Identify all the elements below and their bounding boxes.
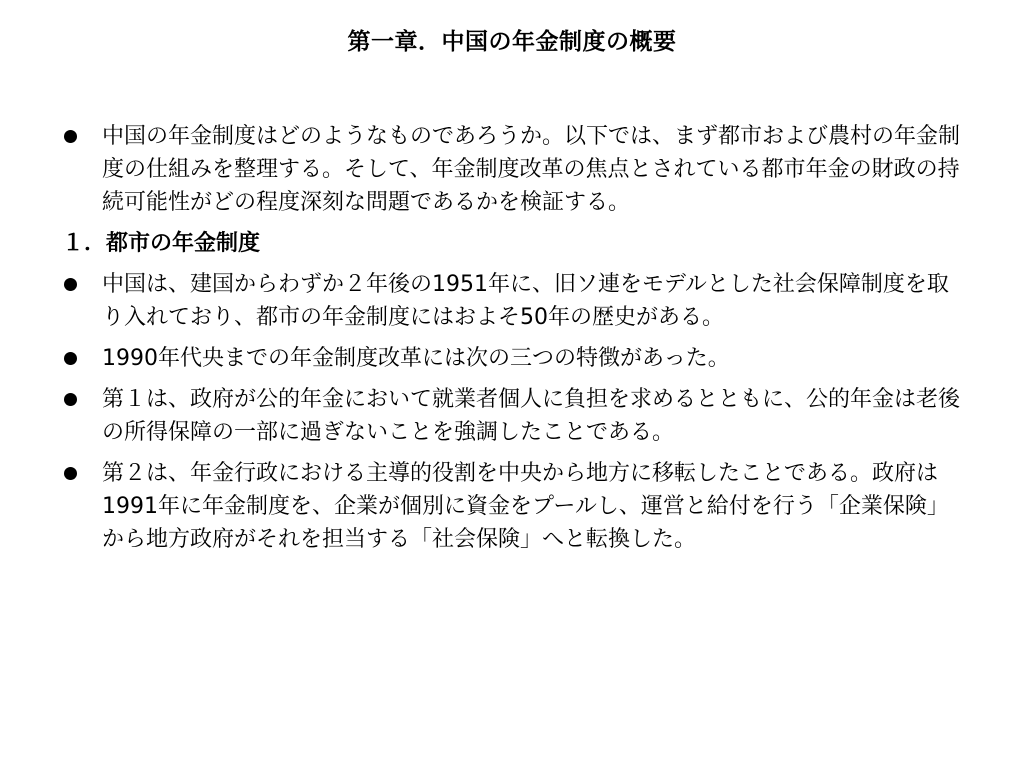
- bullet-item-second-feature: [62, 457, 992, 556]
- section-heading-urban-pension: １．都市の年金制度: [62, 231, 261, 256]
- bullet-text: 1990年代央までの年金制度改革には次の三つの特徴があった。: [102, 346, 730, 371]
- bullet-dot-icon: [64, 467, 77, 480]
- bullet-item-features: [62, 342, 992, 375]
- bullet-item-first-feature: [62, 383, 992, 449]
- slide-title: 第一章．中国の年金制度の概要: [347, 29, 677, 55]
- bullet-dot-icon: [64, 352, 77, 365]
- bullet-text: 中国の年金制度はどのようなものであろうか。以下では、まず都市および農村の年金制度の仕組みを整理する。そして、年金制度改革の焦点とされている都市年金の財政の持続可能性がどの程度深刻な問題であるかを検証する。: [102, 124, 961, 215]
- bullet-text: 第２は、年金行政における主導的役割を中央から地方に移転したことである。政府は1991年に年金制度を、企業が個別に資金をプールし、運営と給付を行う「企業保険」から地方政府がそれを担当する「社会保険」へと転換した。: [102, 461, 949, 552]
- slide-body: [62, 120, 992, 564]
- bullet-item-history: [62, 268, 992, 334]
- bullet-dot-icon: [64, 130, 77, 143]
- bullet-dot-icon: [64, 278, 77, 291]
- bullet-dot-icon: [64, 393, 77, 406]
- bullet-text: 中国は、建国からわずか２年後の1951年に、旧ソ連をモデルとした社会保障制度を取り入れており、都市の年金制度にはおよそ50年の歴史がある。: [102, 272, 949, 330]
- bullet-text: 第１は、政府が公的年金において就業者個人に負担を求めるとともに、公的年金は老後の所得保障の一部に過ぎないことを強調したことである。: [102, 387, 961, 445]
- bullet-item-intro: [62, 120, 992, 219]
